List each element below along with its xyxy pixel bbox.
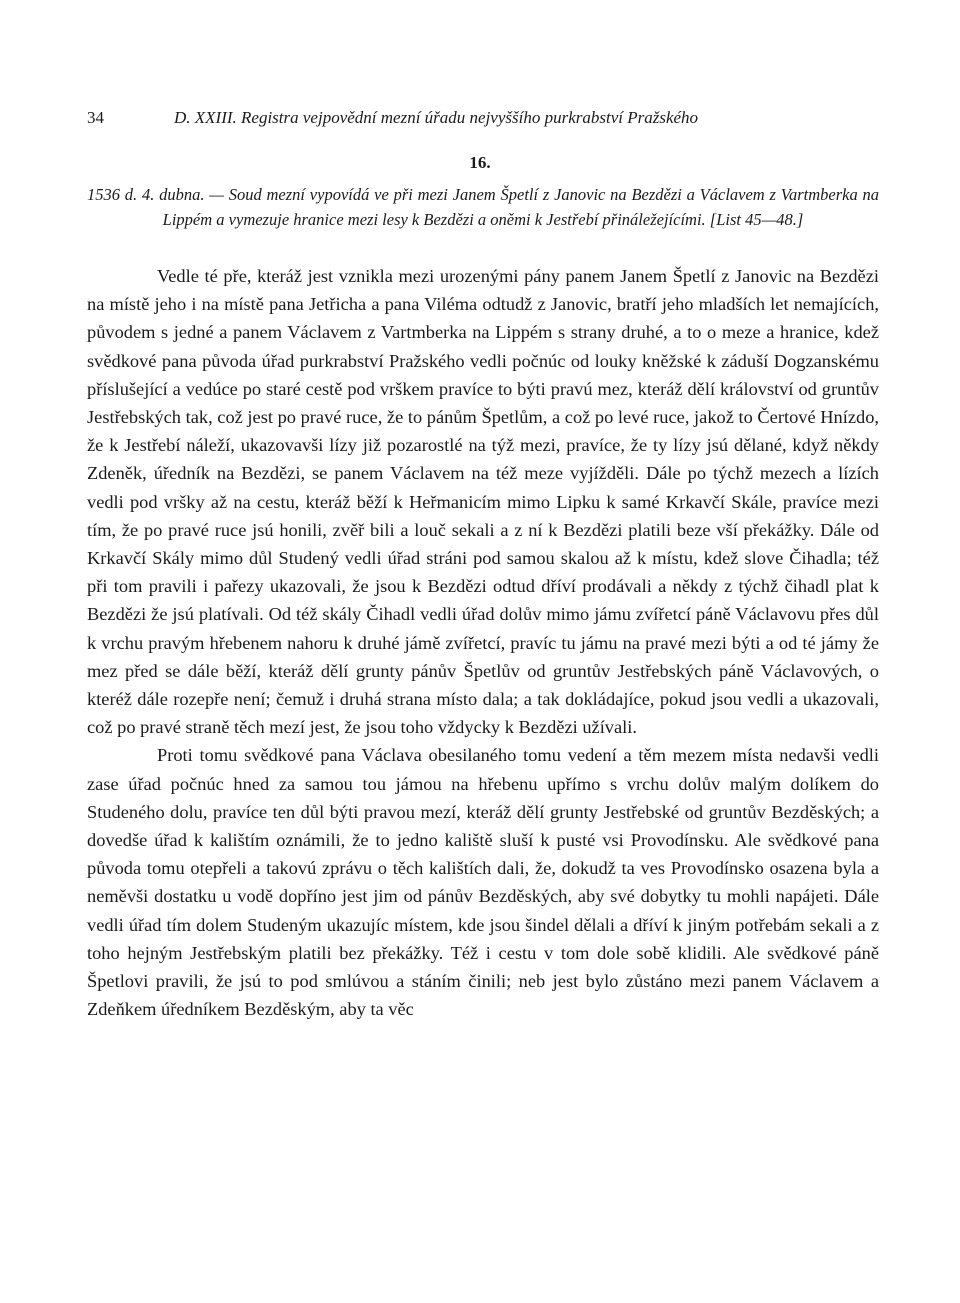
body-paragraph-1: Vedle té pře, kteráž jest vznikla mezi urozenými pány panem Janem Špetlí z Janovic na Bezdězi na místě jeho i na místě pana Jetřicha a pana Viléma odtudž z Janovic, bratří jeho mladších let nemajících, původem s jedné a panem Václavem z Vartmberka na Lippém s strany druhé, a to o meze a hranice, kdež svědkové pana původa úřad purkrabství Pražského vedli počnúc od louky kněžské k záduší Dogzanskému příslušející a vedúce po staré cestě pod vrškem pravíce to býti pravú mez, kteráž dělí království od gruntův Jestřebských tak, což jest po pravé ruce, že to pánům Špetlům, a což po levé ruce, jakož to Čertové Hnízdo, že k Jestřebí náleží, ukazovavši lízy již pozarostlé na týž mezi, pravíce, že ty lízy jsú dělané, když někdy Zdeněk, úředník na Bezdězi, se panem Václavem na též meze vyjížděli. Dále po týchž mezech a lízích vedli pod vršky až na cestu, kteráž běží k Heřmanicím mimo Lipku k samé Krkavčí Skále, pravíce mezi tím, že po pravé ruce jsú honili, zvěř bili a louč sekali a z ní k Bezdězi platili beze vší překážky. Dále od Krkavčí Skály mimo důl Studený vedli úřad stráni pod samou skalou až k místu, kdež slove Čihadla; též při tom pravili i pařezy ukazovali, že jsou k Bezdězi odtud dříví prodávali a někdy z týchž čihadl plat k Bezdězi že jsú platívali. Od též skály Čihadl vedli úřad dolův mimo jámu zvířetcí páně Václavovu přes důl k vrchu pravým hřebenem nahoru k druhé jámě zvířetcí, pravíc tu jámu na pravé mezi býti a od té jámy že mez před se dále běží, kteráž dělí grunty pánův Špetlův od gruntův Jestřebských páně Václavových, o kteréž dále rozepře není; čemuž i druhá strana místo dala; a tak dokládajíce, pokud jsou vedli a ukazovali, což po pravé straně těch mezí jest, že jsou toho vždycky k Bezdězi užívali. xyxy=(87,266,879,738)
running-title: D. XXIII. Registra vejpovědní mezní úřadu nejvyššího purkrabství Pražského xyxy=(174,108,699,127)
document-body xyxy=(87,262,879,1023)
page-number: 34 xyxy=(87,108,104,127)
document-regest: 1536 d. 4. dubna. — Soud mezní vypovídá ve při mezi Janem Špetlí z Janovic na Bezdězi a Václavem z Vartmberka na Lippém a vymezuje hranice mezi lesy k Bezdězi a oněmi k Jestřebí přináležejícími. [List 45—48.] xyxy=(87,185,879,229)
body-paragraph-2: Proti tomu svědkové pana Václava obesilaného tomu vedení a těm mezem místa nedavši vedli zase úřad počnúc hned za samou tou jámou na hřebenu upřímo s vrchu dolův malým dolíkem do Studeného dolu, pravíce ten důl býti pravou mezí, kteráž dělí grunty Jestřebské od gruntův Bezděských; a dovedše úřad k kalištím oznámili, že to jedno kaliště sluší k pusté vsi Provodínsku. Ale svědkové pana původa tomu otepřeli a takovú zprávu o těch kalištích dali, že, dokudž ta ves Provodínsko osazena byla a neměvši dostatku u vodě dopříno jest jim od pánův Bezděských, aby své dobytky tu mohli napájeti. Dále vedli úřad tím dolem Studeným ukazujíc místem, kde jsou šindel dělali a dříví k jiným potřebám sekali a z toho hejným Jestřebským platili bez překážky. Též i cestu v tom dole sobě klidili. Ale svědkové páně Špetlovi pravili, že jsú to pod smlúvou a stáním činili; neb jest bylo zůstáno mezi panem Václavem a Zdeňkem úředníkem Bezděským, aby ta věc xyxy=(87,745,879,1020)
running-head xyxy=(87,106,877,130)
document-number: 16. xyxy=(469,153,491,172)
